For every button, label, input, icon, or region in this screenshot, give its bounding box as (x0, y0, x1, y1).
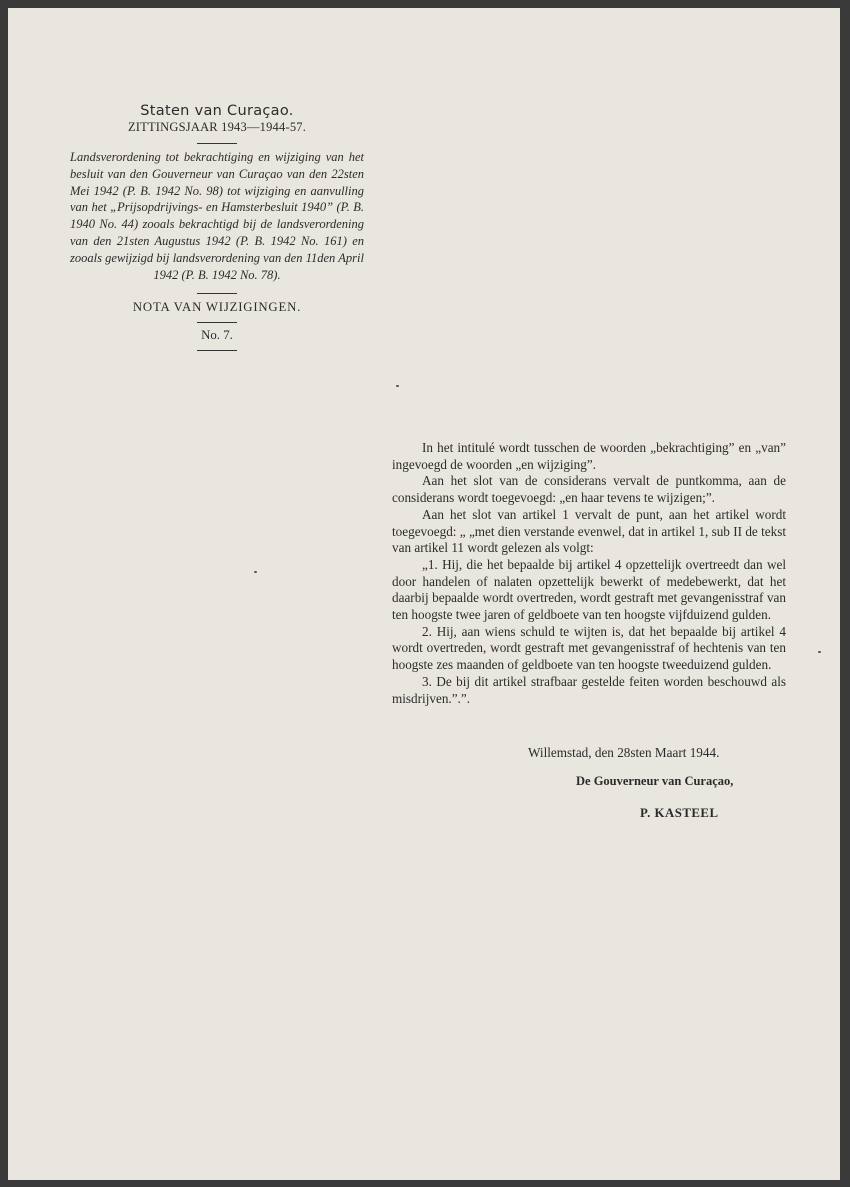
nota-heading: NOTA VAN WIJZIGINGEN. (132, 300, 302, 315)
divider (197, 350, 237, 351)
paragraph: Aan het slot van de considerans vervalt de puntkomma, aan de considerans wordt toegevoegd: „en haar tevens te wijzigen;”. (392, 473, 786, 506)
paragraph: 3. De bij dit artikel strafbaar gestelde feiten worden beschouwd als misdrijven.”.”. (392, 673, 786, 706)
paragraph: „1. Hij, die het bepaalde bij artikel 4 opzettelijk overtreedt dan wel door handelen of nalaten opzettelijk bewerkt of medebewerkt, dat het daarbij bepaalde wordt overtreden, wordt gestraft met gevangenisstraf van ten hoogste twee jaren of geldboete van ten hoogste vijfduizend gulden. (392, 556, 786, 623)
divider (197, 322, 237, 323)
signatory-name: P. KASTEEL (640, 806, 719, 820)
session-year: ZITTINGSJAAR 1943—1944-57. (127, 120, 307, 134)
document-header (70, 103, 364, 356)
divider (197, 293, 237, 294)
organization-name: Staten van Curaçao. (140, 103, 294, 119)
document-number: No. 7. (201, 328, 233, 343)
governor-title: De Gouverneur van Curaçao, (576, 774, 734, 788)
ordinance-title: Landsverordening tot bekrachtiging en wijziging van het besluit van den Gouverneur van Curaçao van den 22sten Mei 1942 (P. B. 1942 No. 98) tot wijziging en aanvulling van het „Prijsopdrijvings- en Hamsterbesluit 1940” (P. B. 1940 No. 44) zooals bekrachtigd bij de landsverordening van den 21sten Augustus 1942 (P. B. 1942 No. 161) en zooals gewijzigd bij landsverordening van den 11den April 1942 (P. B. 1942 No. 78). (70, 150, 364, 282)
paragraph: In het intitulé wordt tusschen de woorden „bekrachtiging” en „van” ingevoegd de woorden „en wijziging”. (392, 440, 786, 472)
paragraph: 2. Hij, aan wiens schuld te wijten is, dat het bepaalde bij artikel 4 wordt overtreden, wordt gestraft met gevangenisstraf of hechtenis van ten hoogste zes maanden of geldboete van ten hoogste tweeduizend gulden. (392, 623, 786, 673)
amendment-text (392, 440, 786, 707)
paper-speck (818, 651, 821, 653)
document-page (8, 8, 840, 1180)
paragraph: Aan het slot van artikel 1 vervalt de punt, aan het artikel wordt toegevoegd: „ „met dien verstande evenwel, dat in artikel 1, sub II de tekst van artikel 11 wordt gelezen als volgt: (392, 506, 786, 556)
signing-date: Willemstad, den 28sten Maart 1944. (528, 745, 720, 760)
divider (197, 143, 237, 144)
paper-speck (396, 385, 399, 387)
paper-speck (254, 571, 257, 573)
